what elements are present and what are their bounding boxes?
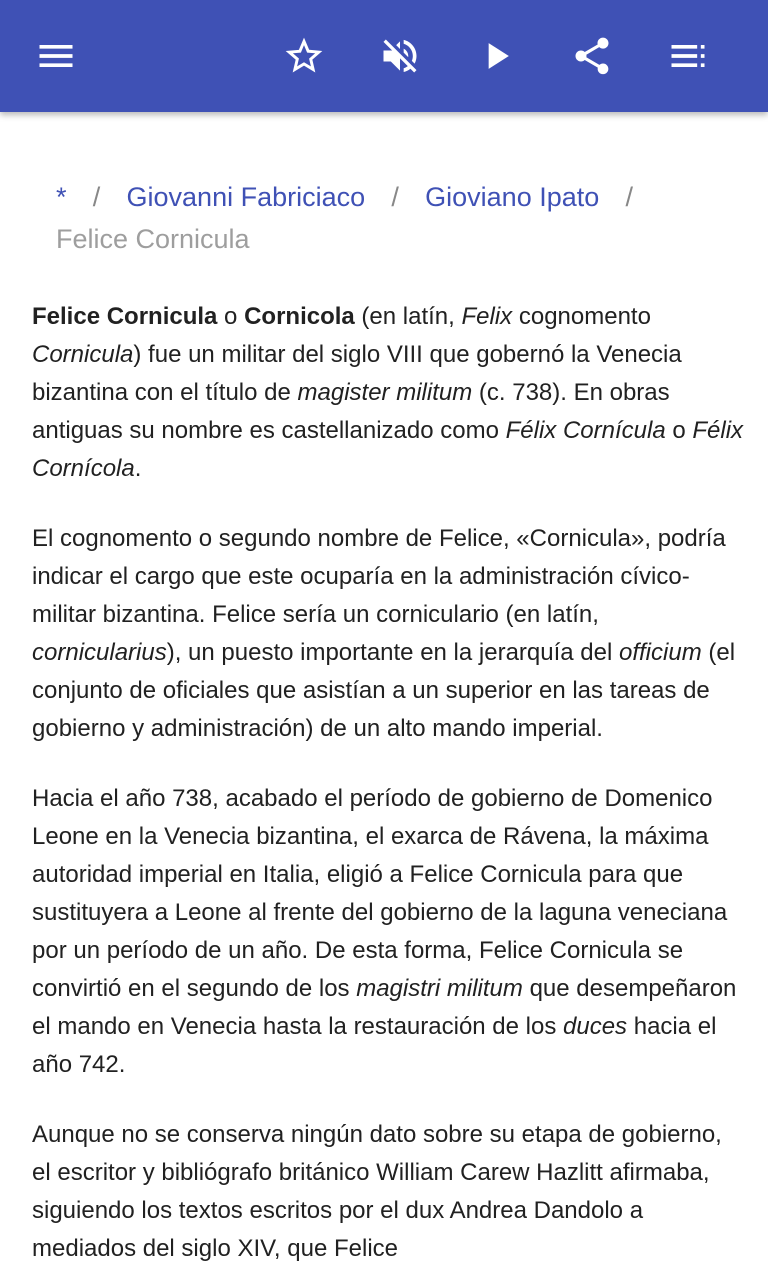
share-button[interactable] bbox=[560, 24, 624, 88]
text: (el conjunto de oficiales que asistían a un superior en las tareas de gobierno y administración) de un alto mando imperial. bbox=[32, 639, 736, 742]
latin-term: Cornicula bbox=[32, 341, 134, 368]
text: ) fue un militar del siglo VIII que gobernó la Venecia bizantina con el título de bbox=[32, 341, 682, 406]
app-bar bbox=[0, 0, 768, 112]
table-of-contents-button[interactable] bbox=[656, 24, 720, 88]
star-outline-icon bbox=[282, 34, 326, 78]
text: (c. 738). En obras antiguas su nombre es castellanizado como bbox=[32, 379, 670, 444]
breadcrumb-separator: / bbox=[92, 182, 101, 212]
text: (en latín, bbox=[354, 303, 462, 330]
text: . bbox=[134, 455, 142, 482]
volume-off-icon bbox=[378, 34, 422, 78]
mute-button[interactable] bbox=[368, 24, 432, 88]
play-icon bbox=[474, 34, 518, 78]
article-paragraph bbox=[32, 1116, 744, 1268]
share-icon bbox=[570, 34, 614, 78]
spanish-name: Félix Cornícola bbox=[32, 417, 744, 482]
text: El cognomento o segundo nombre de Felice, «Cornicula», podría indicar el cargo que este ocuparía en la administración cívico-militar bizantina. Felice sería un corniculario (en latín, bbox=[32, 525, 726, 628]
text: que desempeñaron el mando en Venecia hasta la restauración de los bbox=[32, 975, 737, 1040]
breadcrumb-link-giovanni-fabriciaco[interactable]: Giovanni Fabriciaco bbox=[126, 182, 366, 212]
breadcrumb-separator: / bbox=[625, 182, 634, 212]
latin-term: duces bbox=[563, 1013, 628, 1040]
breadcrumb-link-gioviano-ipato[interactable]: Gioviano Ipato bbox=[425, 182, 600, 212]
article-body bbox=[32, 298, 744, 1280]
text: Aunque no se conserva ningún dato sobre su etapa de gobierno, el escritor y bibliógrafo británico William Carew Hazlitt afirmaba, siguiendo los textos escritos por el dux Andrea Dandolo a mediados del siglo XIV, que Felice bbox=[32, 1121, 722, 1262]
breadcrumb bbox=[56, 176, 736, 260]
alt-name-bold: Cornicola bbox=[244, 303, 355, 330]
latin-term: magister militum bbox=[297, 379, 473, 406]
article-paragraph bbox=[32, 520, 744, 748]
menu-button[interactable] bbox=[24, 24, 88, 88]
latin-term: cornicularius bbox=[32, 639, 167, 666]
list-icon bbox=[666, 34, 710, 78]
article-paragraph bbox=[32, 780, 744, 1084]
breadcrumb-separator: / bbox=[391, 182, 399, 212]
article-title-bold: Felice Cornicula bbox=[32, 303, 218, 330]
spanish-name: Félix Cornícula bbox=[505, 417, 666, 444]
text: cognomento bbox=[512, 303, 651, 330]
breadcrumb-root-link[interactable]: * bbox=[56, 182, 67, 212]
latin-term: officium bbox=[619, 639, 702, 666]
breadcrumb-current: Felice Cornicula bbox=[56, 224, 250, 254]
play-button[interactable] bbox=[464, 24, 528, 88]
text: ), un puesto importante en la jerarquía del bbox=[166, 639, 619, 666]
text: o bbox=[217, 303, 245, 330]
article-paragraph bbox=[32, 298, 744, 488]
favorite-button[interactable] bbox=[272, 24, 336, 88]
content-area bbox=[0, 112, 768, 1280]
hamburger-menu-icon bbox=[34, 34, 78, 78]
text: hacia el año 742. bbox=[32, 1013, 717, 1078]
latin-term: Felix bbox=[461, 303, 513, 330]
text: o bbox=[665, 417, 693, 444]
text: Hacia el año 738, acabado el período de gobierno de Domenico Leone en la Venecia bizantina, el exarca de Rávena, la máxima autoridad imperial en Italia, eligió a Felice Cornicula para que sustituyera a Leone al frente del gobierno de la laguna veneciana por un período de un año. De esta forma, Felice Cornicula se convirtió en el segundo de los bbox=[32, 785, 728, 1002]
latin-term: magistri militum bbox=[356, 975, 523, 1002]
